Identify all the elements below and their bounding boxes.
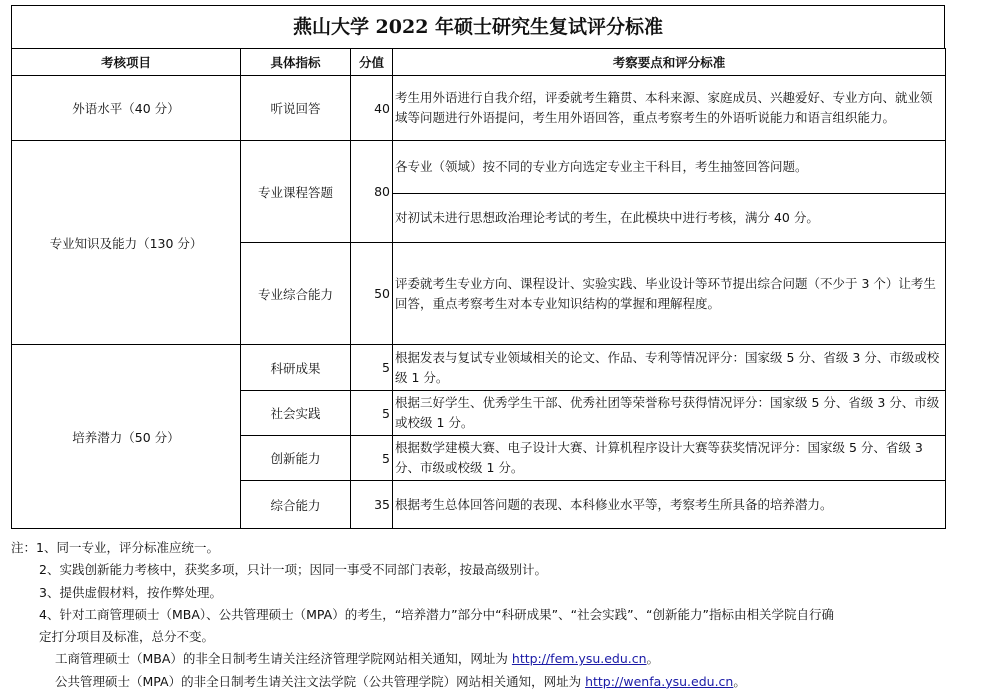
criteria-cell: 根据考生总体回答问题的表现、本科修业水平等，考察考生所具备的培养潜力。	[393, 481, 946, 529]
note-line-1: 注：1、同一专业，评分标准应统一。	[11, 540, 219, 555]
score-cell: 50	[351, 243, 393, 345]
note-mba-end: 。	[646, 651, 660, 667]
note-mpa-text: 公共管理硕士（MPA）的非全日制考生请关注文法学院（公共管理学院）网站相关通知，网址为	[55, 673, 586, 689]
mpa-link[interactable]: http://wenfa.ysu.edu.cn	[585, 673, 734, 689]
criteria-cell: 评委就考生专业方向、课程设计、实验实践、毕业设计等环节提出综合问题（不少于 3 个）让考生回答，重点考察考生对本专业知识结构的掌握和理解程度。	[393, 243, 946, 345]
document-title: 燕山大学 2022 年硕士研究生复试评分标准	[11, 5, 945, 48]
section-potential-name: 培养潜力（50 分）	[12, 345, 241, 529]
score-cell: 40	[351, 76, 393, 141]
table-row	[12, 76, 946, 141]
indicator-cell: 综合能力	[241, 481, 351, 529]
header-criteria: 考察要点和评分标准	[393, 49, 946, 76]
criteria-cell: 考生用外语进行自我介绍，评委就考生籍贯、本科来源、家庭成员、兴趣爱好、专业方向、就业领域等问题进行外语提问，考生用外语回答，重点考察考生的外语听说能力和语言组织能力。	[393, 76, 946, 141]
note-mpa	[11, 671, 991, 693]
table-row	[12, 345, 946, 391]
header-item: 考核项目	[12, 49, 241, 76]
score-cell: 35	[351, 481, 393, 529]
table-header-row	[12, 49, 946, 76]
note-mpa-end: 。	[733, 673, 746, 689]
note-line-4: 4、针对工商管理硕士（MBA）、公共管理硕士（MPA）的考生，“培养潜力”部分中“科研成果”、“社会实践”、“创新能力”指标由相关学院自行确	[39, 606, 834, 622]
criteria-cell: 根据发表与复试专业领域相关的论文、作品、专利等情况评分：国家级 5 分、省级 3 分、市级或校级 1 分。	[393, 345, 946, 391]
mba-link[interactable]: http://fem.ysu.edu.cn	[511, 651, 647, 667]
note-line-4-continued: 定打分项目及标准，总分不变。	[39, 629, 215, 645]
note-line-3: 3、提供虚假材料，按作弊处理。	[39, 584, 222, 600]
note-mba-text: 工商管理硕士（MBA）的非全日制考生请关注经济管理学院网站相关通知，网址为	[55, 651, 512, 667]
score-cell: 5	[351, 345, 393, 391]
score-cell: 5	[351, 436, 393, 481]
indicator-cell: 创新能力	[241, 436, 351, 481]
score-cell: 80	[351, 141, 393, 243]
indicator-cell: 科研成果	[241, 345, 351, 391]
header-indicator: 具体指标	[241, 49, 351, 76]
notes-section	[11, 537, 991, 693]
section-foreign-name: 外语水平（40 分）	[12, 76, 241, 141]
indicator-cell: 听说回答	[241, 76, 351, 141]
score-cell: 5	[351, 391, 393, 436]
indicator-cell: 社会实践	[241, 391, 351, 436]
table-row	[12, 141, 946, 194]
score-standard-sheet	[11, 5, 945, 529]
criteria-cell: 各专业（领域）按不同的专业方向选定专业主干科目，考生抽签回答问题。	[393, 141, 946, 194]
header-score: 分值	[351, 49, 393, 76]
criteria-cell: 对初试未进行思想政治理论考试的考生，在此模块中进行考核，满分 40 分。	[393, 194, 946, 243]
score-table	[11, 48, 946, 529]
indicator-cell: 专业综合能力	[241, 243, 351, 345]
criteria-cell: 根据三好学生、优秀学生干部、优秀社团等荣誉称号获得情况评分：国家级 5 分、省级 3 分、市级或校级 1 分。	[393, 391, 946, 436]
note-mba	[11, 648, 991, 670]
note-line-2: 2、实践创新能力考核中，获奖多项，只计一项；因同一事受不同部门表彰，按最高级别计。	[39, 562, 547, 578]
section-professional-name: 专业知识及能力（130 分）	[12, 141, 241, 345]
criteria-cell: 根据数学建模大赛、电子设计大赛、计算机程序设计大赛等获奖情况评分：国家级 5 分、省级 3 分、市级或校级 1 分。	[393, 436, 946, 481]
indicator-cell: 专业课程答题	[241, 141, 351, 243]
